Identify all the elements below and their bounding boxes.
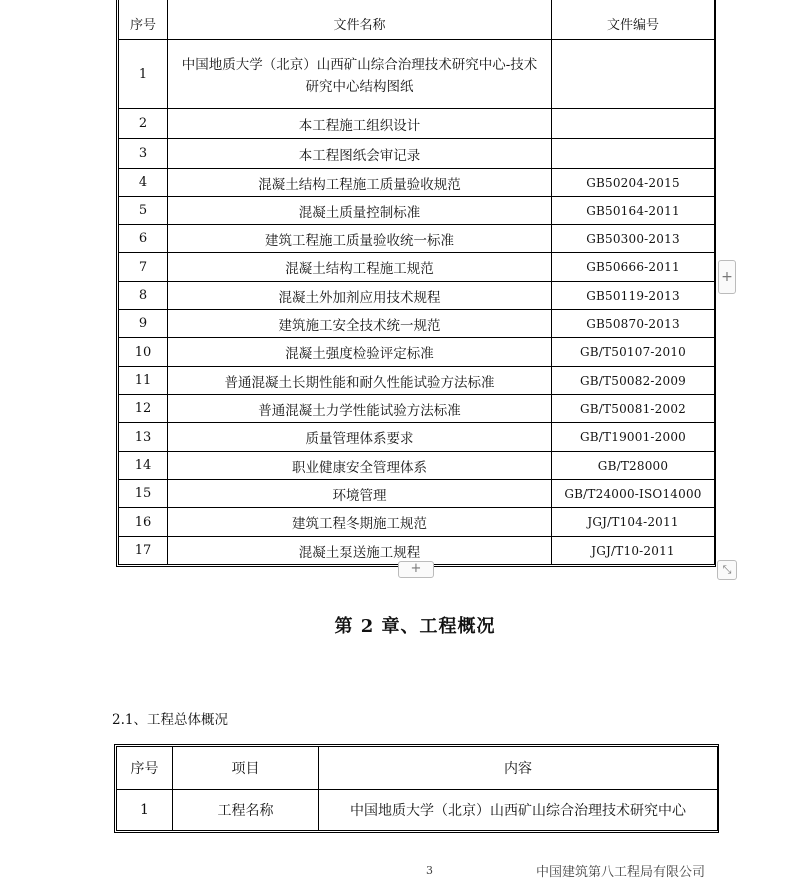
row-no: 2 <box>119 109 168 139</box>
table-row <box>119 40 715 109</box>
row-name: 混凝土结构工程施工规范 <box>168 253 552 282</box>
row-name: 混凝土泵送施工规程 <box>168 537 552 565</box>
row-name: 建筑工程施工质量验收统一标准 <box>168 225 552 253</box>
table-row <box>119 197 715 225</box>
table-row <box>119 310 715 338</box>
row-code: GB50204-2015 <box>552 169 715 197</box>
row-no: 16 <box>119 508 168 537</box>
row-no: 5 <box>119 197 168 225</box>
header-content: 内容 <box>319 747 718 790</box>
row-no: 15 <box>119 480 168 508</box>
chapter-title: 第 2 章、工程概况 <box>334 616 496 637</box>
table-row <box>119 423 715 452</box>
row-no: 17 <box>119 537 168 565</box>
table-row <box>119 282 715 310</box>
row-code: GB/T50082-2009 <box>552 367 715 395</box>
row-code: GB50300-2013 <box>552 225 715 253</box>
page-number: 3 <box>426 864 433 877</box>
row-code: GB/T50081-2002 <box>552 395 715 423</box>
row-code: GB/T50107-2010 <box>552 338 715 367</box>
row-no: 3 <box>119 139 168 169</box>
table-row <box>119 367 715 395</box>
row-code <box>552 109 715 139</box>
row-content: 中国地质大学（北京）山西矿山综合治理技术研究中心 <box>319 790 718 831</box>
row-name: 普通混凝土长期性能和耐久性能试验方法标准 <box>168 367 552 395</box>
row-code <box>552 139 715 169</box>
table-row <box>119 225 715 253</box>
table-row <box>119 395 715 423</box>
project-overview-table <box>114 744 719 833</box>
row-name <box>168 40 552 109</box>
row-name-line: 研究中心结构图纸 <box>305 79 414 95</box>
row-no: 1 <box>117 790 173 831</box>
row-code: GB50164-2011 <box>552 197 715 225</box>
row-name: 混凝土强度检验评定标准 <box>168 338 552 367</box>
row-name: 混凝土质量控制标准 <box>168 197 552 225</box>
section-title: 2.1、工程总体概况 <box>112 712 228 728</box>
table-row <box>119 169 715 197</box>
row-code: GB50666-2011 <box>552 253 715 282</box>
row-no: 8 <box>119 282 168 310</box>
row-code: GB50119-2013 <box>552 282 715 310</box>
row-item: 工程名称 <box>173 790 319 831</box>
row-code: GB/T28000 <box>552 452 715 480</box>
table-row <box>117 790 718 831</box>
row-no: 10 <box>119 338 168 367</box>
row-name: 本工程施工组织设计 <box>168 109 552 139</box>
header-no: 序号 <box>117 747 173 790</box>
row-code: GB/T19001-2000 <box>552 423 715 452</box>
table-row <box>119 508 715 537</box>
row-name: 混凝土外加剂应用技术规程 <box>168 282 552 310</box>
table-resize-icon[interactable]: ⤡ <box>717 560 737 580</box>
row-name: 本工程图纸会审记录 <box>168 139 552 169</box>
table-header-row <box>117 747 718 790</box>
row-name-line: 中国地质大学（北京）山西矿山综合治理技术研究中心-技术 <box>181 57 538 73</box>
row-code <box>552 40 715 109</box>
table-row <box>119 139 715 169</box>
row-name: 建筑施工安全技术统一规范 <box>168 310 552 338</box>
row-name: 建筑工程冬期施工规范 <box>168 508 552 537</box>
row-code: GB50870-2013 <box>552 310 715 338</box>
table-row <box>119 253 715 282</box>
row-code: JGJ/T10-2011 <box>552 537 715 565</box>
row-name: 职业健康安全管理体系 <box>168 452 552 480</box>
table-row <box>119 338 715 367</box>
add-column-button[interactable]: + <box>718 260 736 294</box>
row-no: 14 <box>119 452 168 480</box>
row-no: 12 <box>119 395 168 423</box>
table-header-row <box>119 0 715 40</box>
row-name: 环境管理 <box>168 480 552 508</box>
row-name: 质量管理体系要求 <box>168 423 552 452</box>
header-code: 文件编号 <box>552 0 715 40</box>
header-no: 序号 <box>119 0 168 40</box>
reference-documents-table <box>116 0 716 567</box>
add-row-button[interactable]: + <box>398 561 434 578</box>
footer-company: 中国建筑第八工程局有限公司 <box>536 865 706 880</box>
row-name: 普通混凝土力学性能试验方法标准 <box>168 395 552 423</box>
row-name: 混凝土结构工程施工质量验收规范 <box>168 169 552 197</box>
row-no: 7 <box>119 253 168 282</box>
row-no: 1 <box>119 40 168 109</box>
row-code: JGJ/T104-2011 <box>552 508 715 537</box>
row-no: 13 <box>119 423 168 452</box>
header-name: 文件名称 <box>168 0 552 40</box>
header-item: 项目 <box>173 747 319 790</box>
table-row <box>119 452 715 480</box>
row-no: 6 <box>119 225 168 253</box>
row-no: 4 <box>119 169 168 197</box>
row-code: GB/T24000-ISO14000 <box>552 480 715 508</box>
table-row <box>119 480 715 508</box>
row-no: 9 <box>119 310 168 338</box>
table-row <box>119 109 715 139</box>
row-no: 11 <box>119 367 168 395</box>
